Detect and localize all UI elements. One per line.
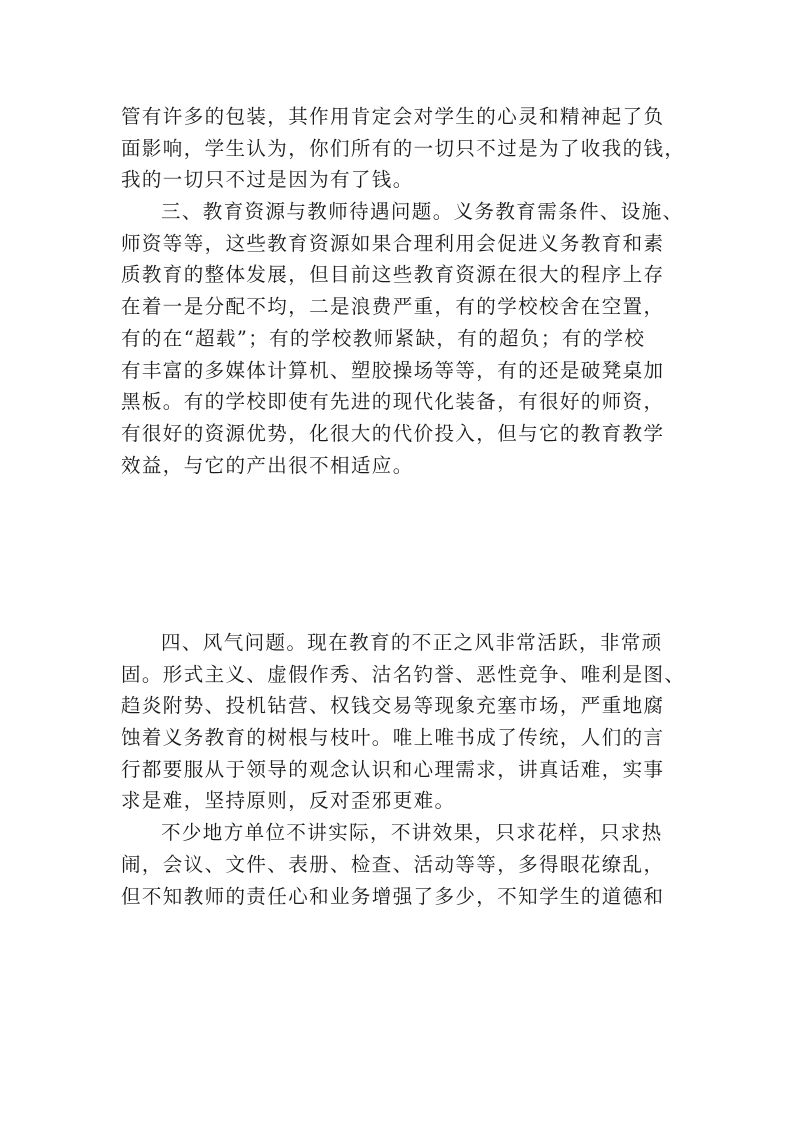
text-line: 有很好的资源优势，化很大的代价投入，但与它的教育教学	[121, 421, 665, 445]
text-line: 趋炎附势、投机钻营、权钱交易等现象充塞市场，严重地腐	[121, 694, 665, 718]
text-line: 求是难，坚持原则，反对歪邪更难。	[121, 789, 456, 813]
text-block-2	[121, 627, 686, 912]
text-line: 蚀着义务教育的树根与枝叶。唯上唯书成了传统，人们的言	[121, 726, 665, 750]
text-line: 但不知教师的责任心和业务增强了多少，不知学生的道德和	[121, 884, 665, 908]
text-line: 质教育的整体发展，但目前这些教育资源在很大的程序上存	[121, 263, 665, 287]
section-heading-line: 三、教育资源与教师待遇问题。义务教育需条件、设施、	[161, 200, 684, 224]
text-block-1	[121, 101, 686, 481]
text-line: 在着一是分配不均，二是浪费严重，有的学校校舍在空置，	[121, 295, 665, 319]
text-line: 师资等等，这些教育资源如果合理利用会促进义务教育和素	[121, 231, 665, 255]
paragraph-start-line: 不少地方单位不讲实际，不讲效果，只求花样，只求热	[161, 821, 663, 845]
text-line: 有的在“超载”；有的学校教师紧缺，有的超负；有的学校	[121, 326, 646, 350]
section-heading-line: 四、风气问题。现在教育的不正之风非常活跃，非常顽	[161, 631, 663, 654]
text-line: 闹，会议、文件、表册、检查、活动等等，多得眼花缭乱，	[121, 852, 665, 876]
text-line: 效益，与它的产出很不相适应。	[121, 453, 414, 477]
text-line: 行都要服从于领导的观念认识和心理需求，讲真话难，实事	[121, 757, 665, 781]
text-line: 管有许多的包装，其作用肯定会对学生的心灵和精神起了负	[121, 105, 665, 128]
text-line: 我的一切只不过是因为有了钱。	[121, 168, 414, 192]
text-line: 有丰富的多媒体计算机、塑胶操场等等，有的还是破凳桌加	[121, 358, 665, 382]
text-line: 黑板。有的学校即使有先进的现代化装备，有很好的师资，	[121, 390, 665, 414]
text-line: 面影响，学生认为，你们所有的一切只不过是为了收我的钱，	[121, 136, 686, 160]
text-line: 固。形式主义、虚假作秀、沽名钓誉、恶性竞争、唯利是图、	[121, 662, 686, 686]
